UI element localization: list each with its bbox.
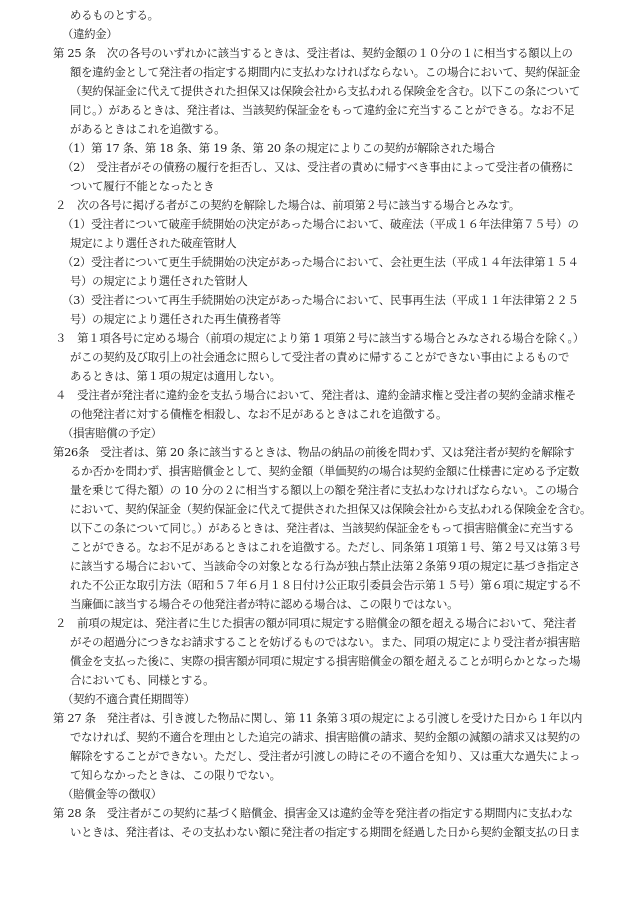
text-line: れた不公正な取引方法（昭和５７年６月１８日付け公正取引委員会告示第１５号）第６項に規定する不 (70, 578, 581, 592)
text-line: （契約保証金に代えて提供された担保又は保険会社から支払われる保険金を含む。以下この条について (70, 84, 580, 98)
text-line: 号）の規定により選任された管財人 (70, 274, 248, 288)
text-line: があるときはこれを追徴する。 (70, 122, 226, 136)
text-line: 償金を支払った後に、実際の損害額が同項に規定する損害賠償金の額を超えることが明らかとなった場 (70, 654, 581, 668)
text-line: あるときは、第１項の規定は適用しない。 (70, 369, 281, 383)
text-line: 同じ。）があるときは、発注者は、当該契約保証金をもって違約金に充当することができる。なお不足 (70, 103, 575, 117)
article-line: 第 27 条 発注者は、引き渡した物品に関し、第 11 条第３項の規定による引渡しを受けた日から１年以内 (53, 711, 583, 725)
text-line: 解除をすることができない。ただし、受注者が引渡しの時にその不適合を知り、又は重大な過失によっ (70, 749, 581, 763)
text-line: に該当する場合において、当該命令の対象となる行為が独占禁止法第２条第９項の規定に基づき指定さ (70, 559, 580, 573)
text-line: の他発注者に対する債権を相殺し、なお不足があるときはこれを追徴する。 (70, 407, 448, 421)
section-heading: （賠償金等の徴収） (62, 787, 162, 801)
article-line: 第 25 条 次の各号のいずれかに該当するときは、受注者は、契約金額の１０分の１に相当する額以上の (53, 46, 573, 60)
paragraph-line: ２ 次の各号に掲げる者がこの契約を解除した場合は、前項第２号に該当する場合とみなす。 (55, 198, 520, 212)
text-line: 規定により選任された破産管財人 (70, 236, 237, 250)
text-line: いときは、発注者は、その支払わない額に発注者の指定する期間を経過した日から契約金額支払の日ま (70, 825, 581, 839)
text-line: がその超過分につきなお請求することを妨げるものではない。また、同項の規定により受注者が損害賠 (70, 635, 580, 649)
text-line: 額を違約金として発注者の指定する期間内に支払わなければならない。この場合において、契約保証金 (70, 65, 580, 79)
list-item: （1）受注者について破産手続開始の決定があった場合において、破産法（平成１６年法律第７５号）の (62, 217, 579, 231)
list-item: （1）第 17 条、第 18 条、第 19 条、第 20 条の規定によりこの契約が解除された場合 (62, 141, 495, 155)
article-line: 第26条 受注者は、第 20 条に該当するときは、物品の納品の前後を問わず、又は発注者が契約を解除す (53, 445, 575, 459)
list-item: （3）受注者について再生手続開始の決定があった場合において、民事再生法（平成１１年法律第２２５ (62, 293, 579, 307)
paragraph-line: ４ 受注者が発注者に違約金を支払う場合において、発注者は、違約金請求権と受注者の契約金請求権そ (55, 388, 577, 402)
text-line: て知らなかったときは、この限りでない。 (70, 768, 281, 782)
text-line: 量を乗じて得た額）の 10 分の２に相当する額以上の額を発注者に支払わなければならない。この場合 (70, 483, 579, 497)
list-item: （2）受注者について更生手続開始の決定があった場合において、会社更生法（平成１４年法律第１５４ (62, 255, 579, 269)
list-item: （2） 受注者がその債務の履行を拒否し、又は、受注者の責めに帰すべき事由によって受注者の債務に (62, 160, 574, 174)
text-line: 以下この条について同じ。）があるときは、発注者は、当該契約保証金をもって損害賠償金に充当する (70, 521, 575, 535)
text-line: 号）の規定により選任された再生債務者等 (70, 312, 281, 326)
article-line: 第 28 条 受注者がこの契約に基づく賠償金、損害金又は違約金等を発注者の指定する期間内に支払わな (53, 806, 573, 820)
text-line: がこの契約及び取引上の社会通念に照らして受注者の責めに帰することができない事由によるもので (70, 350, 570, 364)
paragraph-line: ２ 前項の規定は、発注者に生じた損害の額が同項に規定する賠償金の額を超える場合において、発注者 (55, 616, 577, 630)
text-line: ついて履行不能となったとき (70, 179, 215, 193)
text-line: において、契約保証金（契約保証金に代えて提供された担保又は保険会社から支払われる保険金を含む。 (70, 502, 592, 516)
text-line: るか否かを問わず、損害賠償金として、契約金額（単価契約の場合は契約金額に仕様書に定める予定数 (70, 464, 580, 478)
text-line: ことができる。なお不足があるときはこれを追徴する。ただし、同条第１項第１号、第２号又は第３号 (70, 540, 581, 554)
section-heading: （違約金） (62, 27, 118, 41)
section-heading: （損害賠償の予定） (62, 426, 162, 440)
text-line: でなければ、契約不適合を理由とした追完の請求、損害賠償の請求、契約金額の減額の請求又は契約の (70, 730, 581, 744)
text-line: 当廉価に該当する場合その他発注者が特に認める場合は、この限りではない。 (70, 597, 459, 611)
text-line: めるものとする。 (70, 8, 159, 22)
paragraph-line: ３ 第１項各号に定める場合（前項の規定により第 1 項第２号に該当する場合とみなされる場合を除く。） (55, 331, 584, 345)
text-line: 合においても、同様とする。 (70, 673, 215, 687)
section-heading: （契約不適合責任期間等） (62, 692, 196, 706)
